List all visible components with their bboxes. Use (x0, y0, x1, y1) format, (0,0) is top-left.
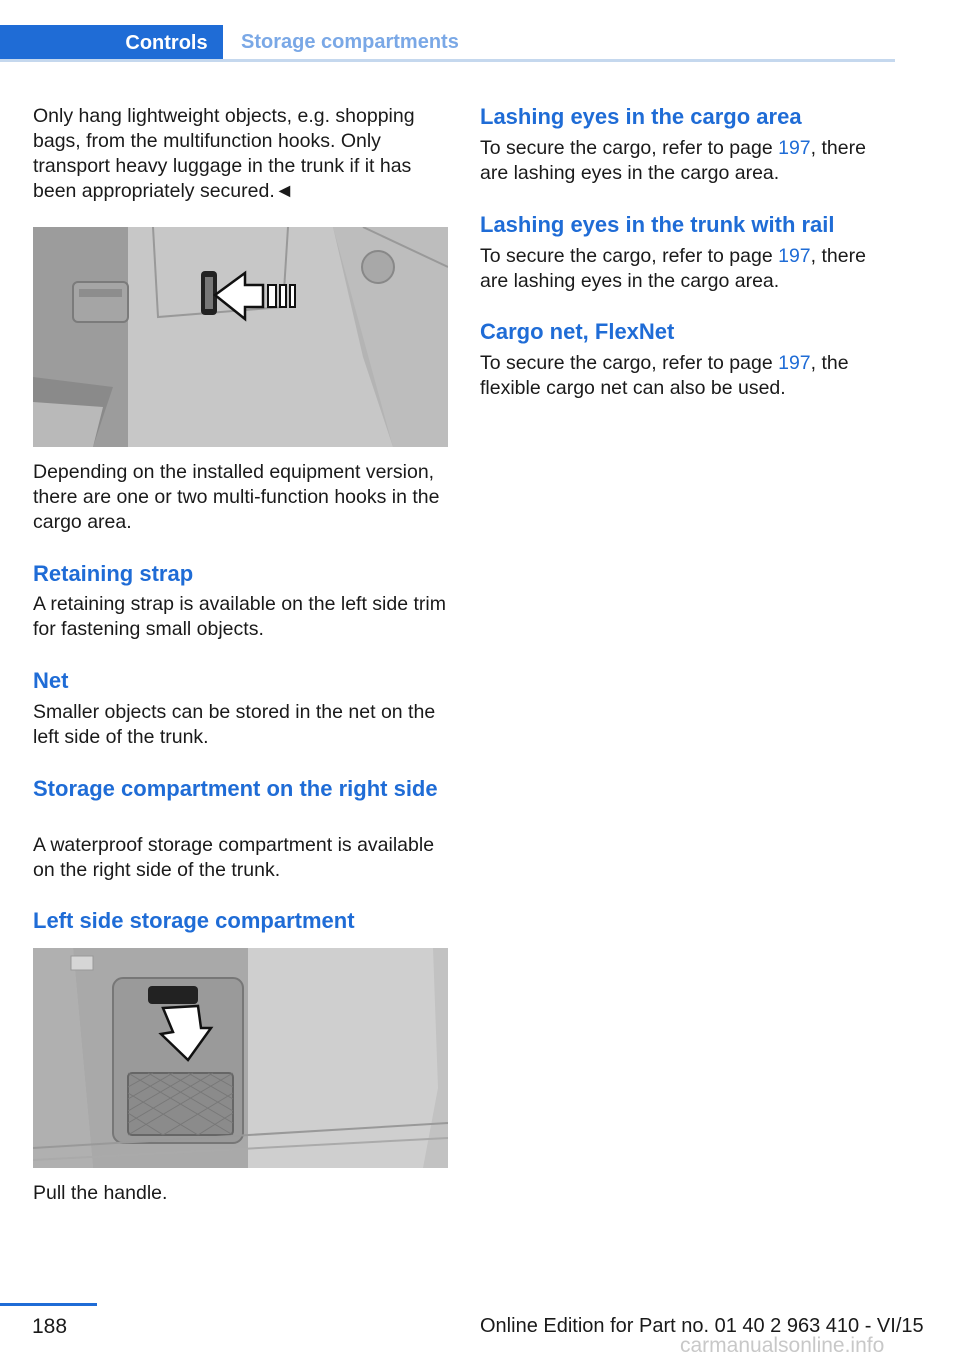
eyes-paragraph (480, 136, 895, 186)
eyes-text-post: , there are lashing eyes in the cargo area. (480, 137, 866, 184)
right-side-paragraph: A waterproof storage compartment is available on the right side of the trunk. (33, 834, 435, 881)
page-link-eyes[interactable]: 197 (778, 137, 811, 159)
heading-storage-right-side: Storage compartment on the right side (33, 776, 438, 801)
pull-paragraph: Pull the handle. (33, 1182, 168, 1204)
storage-illustration (33, 948, 448, 1168)
net-paragraph: Smaller objects can be stored in the net on the left side of the trunk. (33, 701, 436, 748)
heading-retaining-strap: Retaining strap (33, 561, 194, 586)
net-text-pre: To secure the cargo, refer to page (480, 352, 779, 374)
rail-paragraph (480, 244, 895, 294)
heading-lashing-eyes-cargo: Lashing eyes in the cargo area (480, 104, 802, 129)
tab-controls-label: Controls (125, 32, 208, 54)
hook-illustration (33, 227, 448, 447)
footer-rule (0, 1303, 97, 1306)
tab-controls[interactable] (0, 25, 223, 62)
rail-text-pre: To secure the cargo, refer to page (480, 245, 779, 267)
figure-left-storage-compartment (33, 948, 448, 1168)
rail-text-post: , there are lashing eyes in the cargo area. (480, 245, 866, 292)
tab-storage-compartments[interactable]: Storage compartments (241, 31, 459, 53)
edition-text: Online Edition for Part no. 01 40 2 963 410 - VI/15 (480, 1315, 924, 1337)
watermark: carmanualsonline.info (680, 1334, 885, 1357)
heading-left-side-storage: Left side storage compartment (33, 908, 355, 933)
heading-net: Net (33, 668, 69, 693)
cargo-net-paragraph (480, 351, 895, 401)
hooks-paragraph: Depending on the installed equipment version, there are one or two multi-function hooks in the cargo area. (33, 461, 440, 533)
intro-paragraph: Only hang lightweight objects, e.g. shopping bags, from the multifunction hooks. Only transport heavy luggage in the trunk if it has been appropriately secured.◄ (33, 105, 415, 202)
page-link-net[interactable]: 197 (778, 352, 811, 374)
header-rule (0, 59, 895, 62)
strap-paragraph: A retaining strap is available on the left side trim for fastening small objects. (33, 593, 446, 640)
heading-cargo-net: Cargo net, FlexNet (480, 319, 675, 344)
figure-multifunction-hook (33, 227, 448, 447)
page-link-rail[interactable]: 197 (778, 245, 811, 267)
eyes-text-pre: To secure the cargo, refer to page (480, 137, 779, 159)
net-text-post: , the flexible cargo net can also be used. (480, 352, 849, 399)
heading-lashing-eyes-rail: Lashing eyes in the trunk with rail (480, 212, 835, 237)
page-number: 188 (32, 1315, 68, 1338)
page-header (0, 25, 895, 62)
